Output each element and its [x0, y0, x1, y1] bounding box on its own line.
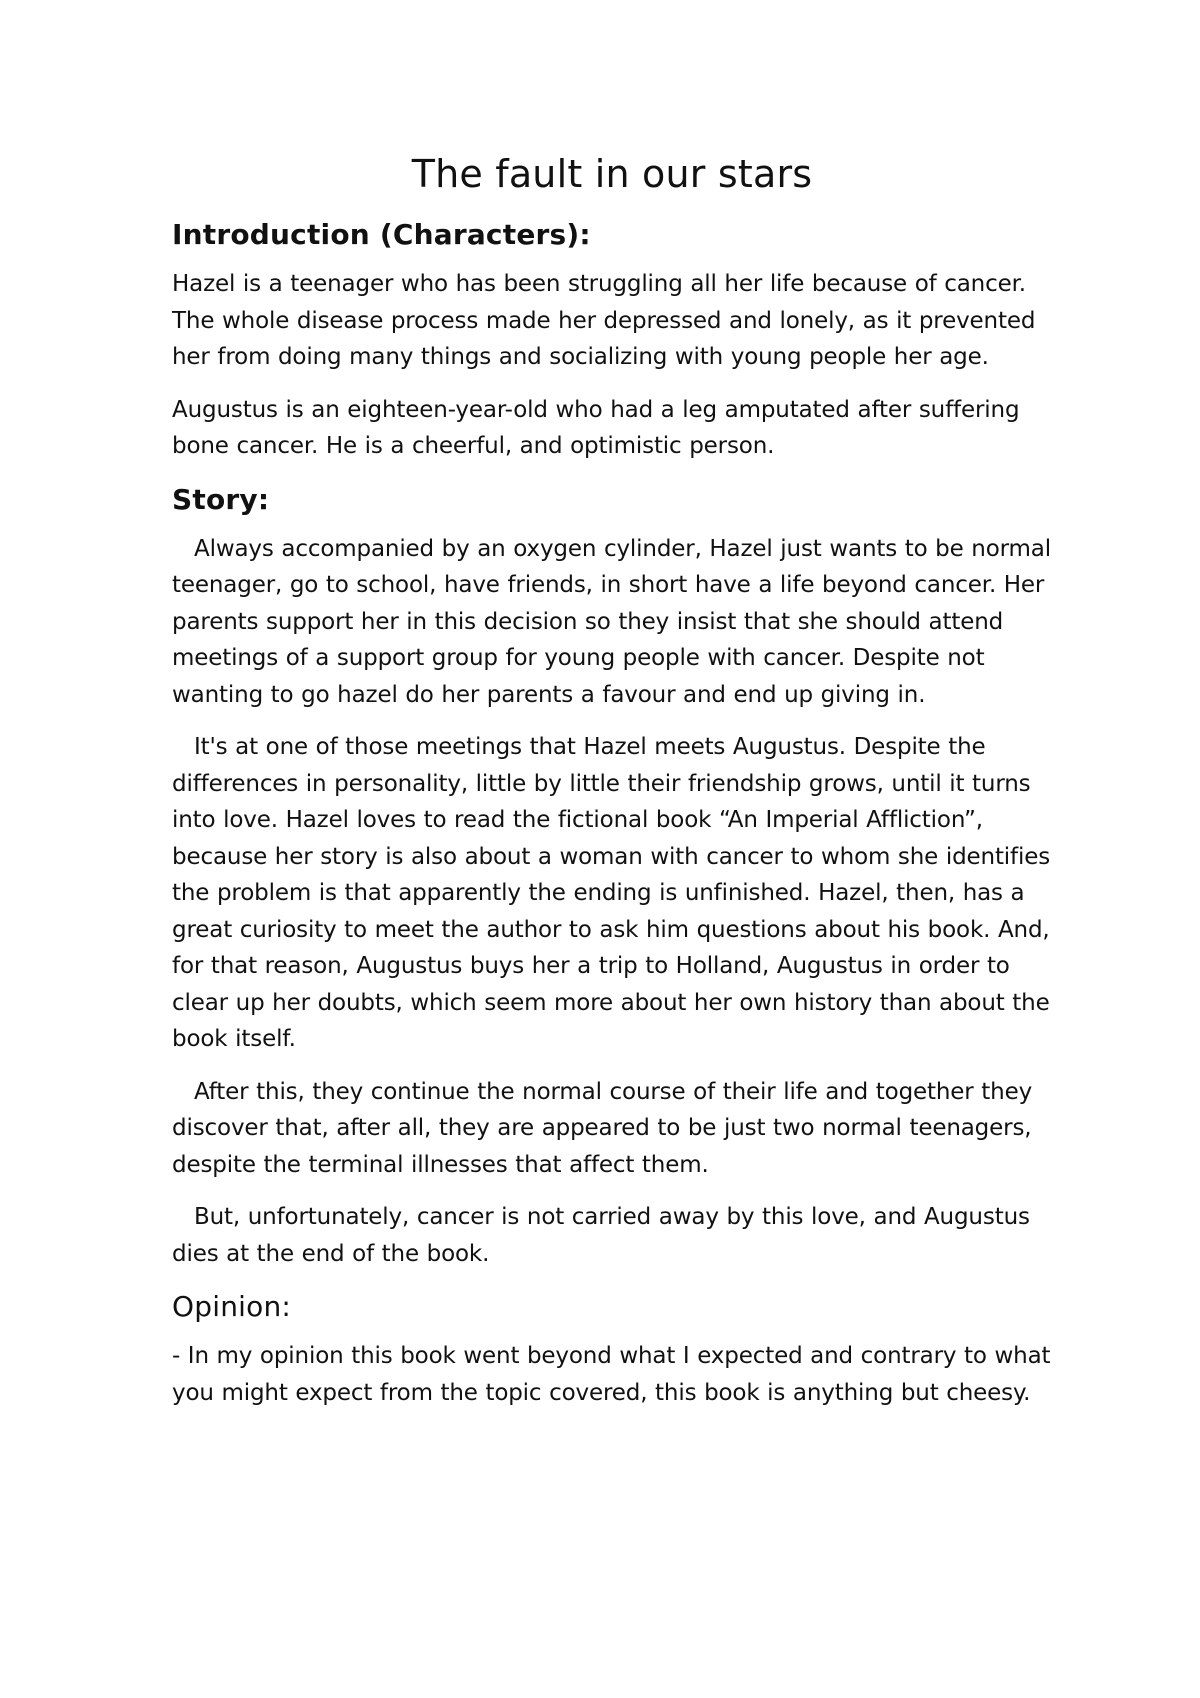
section-introduction — [172, 216, 1052, 465]
section-heading-story: Story: — [172, 482, 270, 516]
paragraph-story-3: After this, they continue the normal course of their life and together they discover that, after all, they are appeared to be just two normal teenagers, despite the terminal illnesses that affect them. — [172, 1078, 1033, 1178]
document-title: The fault in our stars — [411, 152, 813, 196]
section-heading-opinion: Opinion: — [172, 1290, 292, 1323]
paragraph-story-4: But, unfortunately, cancer is not carried away by this love, and Augustus dies at the end of the book. — [172, 1204, 1030, 1267]
paragraph-story-1: Always accompanied by an oxygen cylinder, Hazel just wants to be normal teenager, go to school, have friends, in short have a life beyond cancer. Her parents support her in this decision so they insist that she should attend meetings of a support group for young people with cancer. Despite not wanting to go hazel do her parents a favour and end up giving in. — [172, 535, 1051, 708]
section-heading-introduction: Introduction (Characters): — [172, 218, 591, 251]
paragraph-story-2: It's at one of those meetings that Hazel meets Augustus. Despite the differences in personality, little by little their friendship grows, until it turns into love. Hazel loves to read the fictional book “An Imperial Affliction”, because her story is also about a woman with cancer to whom she identifies the problem is that apparently the ending is unfinished. Hazel, then, has a great curiosity to meet the author to ask him questions about his book. And, for that reason, Augustus buys her a trip to Holland, Augustus in order to clear up her doubts, which seem more about her own history than about the book itself. — [172, 734, 1051, 1052]
paragraph-hazel-intro: Hazel is a teenager who has been struggling all her life because of cancer. The whole disease process made her depressed and lonely, as it prevented her from doing many things and socializing with young people her age. — [172, 271, 1036, 370]
paragraph-augustus-intro: Augustus is an eighteen-year-old who had a leg amputated after suffering bone cancer. He is a cheerful, and optimistic person. — [172, 396, 1020, 459]
section-opinion — [172, 1288, 1052, 1411]
document-content — [172, 150, 1052, 1427]
paragraph-opinion: - In my opinion this book went beyond what I expected and contrary to what you might expect from the topic covered, this book is anything but cheesy. — [172, 1343, 1051, 1406]
section-story — [172, 481, 1052, 1273]
